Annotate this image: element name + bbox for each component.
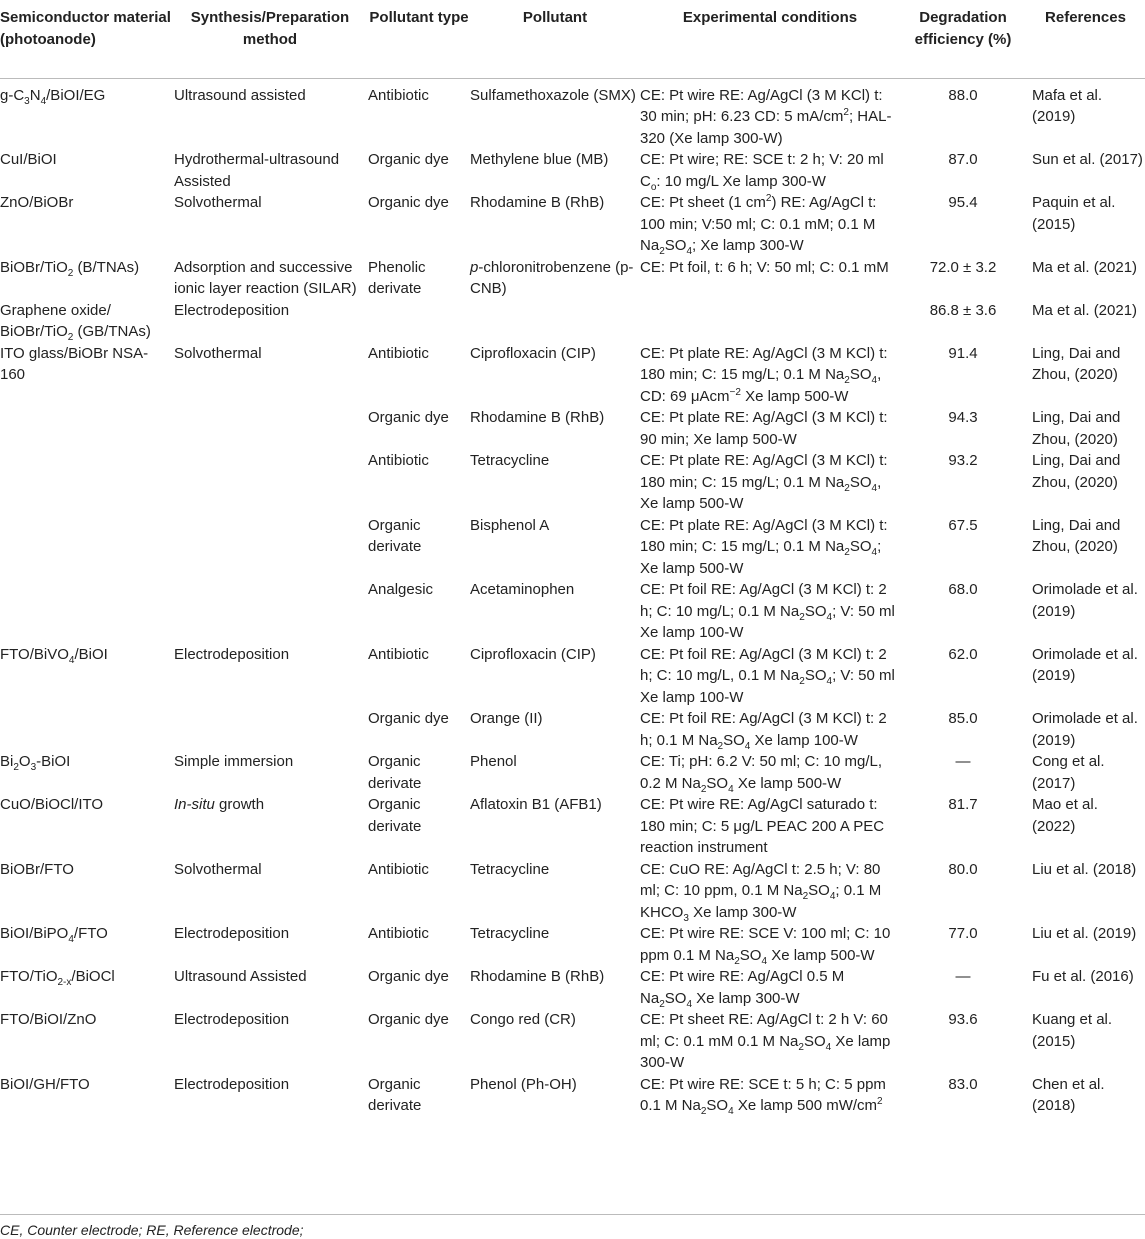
cell-reference: Mao et al. (2022) [1032,796,1098,835]
cell-efficiency: 77.0 [948,925,978,942]
cell-conditions: CE: Pt plate RE: Ag/AgCl (3 M KCl) t: 180 min; C: 15 mg/L; 0.1 M $Na_2SO_4$, Xe lamp 500-W [640,452,888,512]
cell-efficiency: 72.0 ± 3.2 [929,258,997,276]
col-header-type: Pollutant type [369,9,469,26]
cell-reference: Chen et al. (2018) [1032,1075,1105,1114]
cell-conditions: CE: Pt foil, t: 6 h; V: 50 ml; C: 0.1 mM [640,258,889,276]
cell-reference: Ling, Dai and Zhou, (2020) [1032,409,1121,448]
cell-method [172,708,368,751]
cell-pollutant-type: Organic derivate [368,516,422,555]
cell-pollutant: Aflatoxin B1 (AFB1) [470,796,602,813]
cell-method: Adsorption and successive ionic layer reaction (SILAR) [174,258,357,297]
cell-material: $g-C_3N_4/BiOI/EG$ [0,86,106,107]
table-row [0,579,1145,644]
cell-reference: Orimolade et al. (2019) [1032,581,1138,620]
cell-reference: Paquin et al. (2015) [1032,194,1116,233]
cell-conditions: CE: Pt foil RE: Ag/AgCl (3 M KCl) t: 2 h; C: 10 mg/L, 0.1 M $Na_2SO_4$; V: 50 ml Xe lamp 100-W [640,645,895,706]
cell-material: BiOBr/FTO [0,860,74,878]
cell-conditions: CE: Pt wire RE: Ag/AgCl saturado t: 180 min; C: 5 μg/L PEAC 200 A PEC reaction instrument [640,796,885,856]
cell-conditions: CE: Pt plate RE: Ag/AgCl (3 M KCl) t: 90 min; Xe lamp 500-W [640,409,888,448]
cell-conditions: CE: Pt plate RE: Ag/AgCl (3 M KCl) t: 180 min; C: 15 mg/L; 0.1 M $Na_2SO_4$; Xe lamp 500-W [640,516,888,577]
table-row [0,794,1145,859]
cell-pollutant: Sulfamethoxazole (SMX) [470,86,636,104]
cell-pollutant-type: Antibiotic [368,344,429,362]
cell-efficiency: 85.0 [948,710,978,727]
col-header-efficiency: Degradation efficiency (%) [914,9,1012,48]
cell-pollutant: Ciprofloxacin (CIP) [470,645,596,663]
cell-pollutant: Phenol [470,753,517,770]
cell-method: Electrodeposition [174,301,290,319]
cell-reference: Mafa et al. (2019) [1032,86,1103,125]
cell-pollutant-type: Organic derivate [368,796,422,835]
table-row [0,149,1145,192]
cell-pollutant: Bisphenol A [470,516,550,534]
cell-pollutant: Rhodamine B (RhB) [470,968,605,985]
cell-pollutant: Tetracycline [470,925,550,942]
cell-pollutant-type: Phenolic derivate [368,258,426,297]
cell-pollutant-type: Organic dye [368,194,449,211]
col-header-material: Semiconductor material (photoanode) [0,9,171,48]
cell-efficiency: 91.4 [948,344,978,362]
cell-reference: Liu et al. (2019) [1032,925,1137,942]
cell-reference: Ma et al. (2021) [1032,301,1138,319]
cell-material: CuO/BiOCl/ITO [0,796,104,813]
col-header-conditions: Experimental conditions [682,9,858,26]
table-row [0,644,1145,709]
cell-method: Solvothermal [174,194,262,211]
table-row [0,708,1145,751]
cell-material: FTO/TiO$_{2-x}$/BiOCl [0,968,115,988]
cell-method: Hydrothermal-ultrasound Assisted [174,151,340,190]
cell-pollutant: p-chloronitrobenzene (p-CNB) [470,258,634,297]
cell-method: Electrodeposition [174,1011,290,1028]
cell-pollutant: Tetracycline [470,860,550,878]
cell-pollutant: Orange (II) [470,710,543,727]
cell-reference: Ling, Dai and Zhou, (2020) [1032,516,1121,555]
table-bottom-rule [0,1214,1145,1215]
cell-pollutant: Phenol (Ph-OH) [470,1075,577,1093]
cell-conditions: CE: Pt wire RE: SCE V: 100 ml; C: 10 ppm 0.1 M $Na_2SO_4$ Xe lamp 500-W [640,925,891,967]
header-row [0,0,1145,78]
cell-conditions: CE: Pt wire; RE: SCE t: 2 h; V: 20 ml $C_o$: 10 mg/L Xe lamp 300-W [640,151,884,193]
cell-method: Electrodeposition [174,645,290,663]
table-row [0,343,1145,408]
cell-material: ITO glass/BiOBr NSA-160 [0,344,149,383]
cell-efficiency: 93.2 [948,452,978,469]
col-header-method: Synthesis/Preparation method [190,9,350,48]
cell-method: Electrodeposition [174,925,290,942]
cell-reference: Ling, Dai and Zhou, (2020) [1032,344,1121,383]
cell-pollutant: Congo red (CR) [470,1011,576,1028]
cell-reference: Sun et al. (2017) [1032,151,1143,168]
table-row [0,1009,1145,1074]
cell-pollutant-type: Organic dye [368,710,449,727]
cell-pollutant-type: Antibiotic [368,645,429,663]
cell-pollutant: Rhodamine B (RhB) [470,409,605,426]
cell-efficiency: 81.7 [948,796,978,813]
table-row [0,1074,1145,1117]
cell-reference: Orimolade et al. (2019) [1032,710,1138,749]
cell-material: BiOBr/TiO$_2$ (B/TNAs) [0,258,140,279]
cell-method: Solvothermal [174,860,262,878]
cell-pollutant [470,300,640,343]
cell-efficiency: 86.8 ± 3.6 [929,301,997,319]
table-body [0,78,1145,1117]
cell-method: Ultrasound assisted [174,86,306,104]
cell-conditions: CE: Pt sheet RE: Ag/AgCl t: 2 h V: 60 ml; C: 0.1 mM 0.1 M $Na_2SO_4$ Xe lamp 300-W [640,1011,891,1071]
cell-material: BiOI/BiPO$_4$/FTO [0,925,108,945]
cell-method [172,407,368,450]
cell-pollutant-type: Analgesic [368,581,434,598]
cell-method: Ultrasound Assisted [174,968,307,985]
cell-material: BiOI/GH/FTO [0,1075,90,1093]
cell-method: Simple immersion [174,753,294,770]
cell-pollutant-type: Organic derivate [368,753,422,792]
cell-efficiency: 93.6 [948,1011,978,1028]
cell-reference: Fu et al. (2016) [1032,968,1134,985]
cell-reference: Liu et al. (2018) [1032,860,1137,878]
cell-material: FTO/BiOI/ZnO [0,1011,97,1028]
cell-pollutant: Acetaminophen [470,581,575,598]
cell-pollutant-type: Organic dye [368,151,449,168]
table-row [0,515,1145,580]
cell-reference: Ling, Dai and Zhou, (2020) [1032,452,1121,491]
cell-pollutant-type: Antibiotic [368,860,429,878]
cell-pollutant: Rhodamine B (RhB) [470,194,605,211]
table-row [0,859,1145,924]
cell-reference: Orimolade et al. (2019) [1032,645,1138,684]
table-row [0,192,1145,257]
cell-material [0,708,172,751]
table-row [0,966,1145,1009]
cell-pollutant-type [368,300,470,343]
cell-pollutant-type: Organic dye [368,409,449,426]
cell-efficiency: 83.0 [948,1075,978,1093]
cell-reference: Cong et al. (2017) [1032,753,1105,792]
cell-efficiency: 94.3 [948,409,978,426]
cell-material: $Bi_2O_3$-BiOI [0,753,71,773]
cell-conditions: CE: Pt foil RE: Ag/AgCl (3 M KCl) t: 2 h; 0.1 M $Na_2SO_4$ Xe lamp 100-W [640,710,887,752]
cell-efficiency: 88.0 [948,86,978,104]
cell-conditions [640,300,900,343]
cell-efficiency: 87.0 [948,151,978,168]
cell-pollutant-type: Organic derivate [368,1075,422,1114]
table-row [0,923,1145,966]
table-row [0,257,1145,300]
cell-efficiency: 80.0 [948,860,978,878]
cell-material [0,407,172,450]
cell-efficiency: 68.0 [948,581,978,598]
cell-method: Solvothermal [174,344,262,362]
cell-efficiency: — [955,968,971,985]
cell-pollutant-type: Antibiotic [368,86,429,104]
cell-method: Electrodeposition [174,1075,290,1093]
cell-pollutant-type: Organic dye [368,968,449,985]
cell-material [0,515,172,580]
cell-conditions: CE: Pt foil RE: Ag/AgCl (3 M KCl) t: 2 h; C: 10 mg/L; 0.1 M $Na_2SO_4$; V: 50 ml Xe lamp 100-W [640,581,895,641]
cell-conditions: CE: Pt wire RE: Ag/AgCl (3 M KCl) t: 30 min; pH: 6.23 CD: 5 $mA/cm^2$; HAL-320 (Xe lamp 300-W) [640,86,892,147]
table-row [0,78,1145,149]
cell-material: ZnO/BiOBr [0,194,74,211]
cell-efficiency: 62.0 [948,645,978,663]
cell-conditions: CE: Pt wire RE: SCE t: 5 h; C: 5 ppm 0.1 M $Na_2SO_4$ Xe lamp 500 $mW/cm^2$ [640,1075,886,1117]
cell-pollutant: Tetracycline [470,452,550,469]
cell-method [172,579,368,644]
cell-conditions: CE: CuO RE: Ag/AgCl t: 2.5 h; V: 80 ml; C: 10 ppm, 0.1 M $Na_2SO_4$; 0.1 M $KHCO_3$ Xe lamp 300-W [640,860,882,924]
col-header-pollutant: Pollutant [522,9,588,26]
cell-material: CuI/BiOI [0,151,57,168]
cell-pollutant-type: Organic dye [368,1011,449,1028]
cell-pollutant: Ciprofloxacin (CIP) [470,344,596,362]
cell-method [172,450,368,515]
cell-material [0,450,172,515]
table-row [0,751,1145,794]
cell-material [0,579,172,644]
cell-method: In-situ growth [174,796,265,813]
cell-conditions: CE: Ti; pH: 6.2 V: 50 ml; C: 10 mg/L, 0.2 M $Na_2SO_4$ Xe lamp 500-W [640,753,883,795]
table-row [0,450,1145,515]
cell-efficiency: 67.5 [948,516,978,534]
cell-reference: Ma et al. (2021) [1032,258,1138,276]
cell-conditions: CE: Pt sheet (1 $cm^2$) RE: Ag/AgCl t: 100 min; V:50 ml; C: 0.1 mM; 0.1 M $Na_2SO_4$; Xe lamp 300-W [640,193,877,257]
cell-conditions: CE: Pt wire RE: Ag/AgCl 0.5 M $Na_2SO_4$ Xe lamp 300-W [640,968,845,1010]
cell-efficiency: — [955,753,971,770]
cell-material: FTO/BiVO$_4$/BiOI [0,645,108,666]
cell-reference: Kuang et al. (2015) [1032,1011,1113,1050]
cell-material: Graphene oxide/ BiOBr/TiO$_2$ (GB/TNAs) [0,301,151,343]
table-row [0,300,1145,343]
cell-conditions: CE: Pt plate RE: Ag/AgCl (3 M KCl) t: 180 min; C: 15 mg/L; 0.1 M $Na_2SO_4$, CD: 69 μAcm$^{-2}$ Xe lamp 500-W [640,344,888,405]
cell-pollutant-type: Antibiotic [368,452,429,469]
cell-efficiency: 95.4 [948,194,978,211]
cell-pollutant: Methylene blue (MB) [470,151,609,168]
cell-method [172,515,368,580]
table-row [0,407,1145,450]
col-header-references: References [1045,9,1126,26]
cell-pollutant-type: Antibiotic [368,925,429,942]
table-footnote: CE, Counter electrode; RE, Reference electrode; [0,1222,304,1238]
